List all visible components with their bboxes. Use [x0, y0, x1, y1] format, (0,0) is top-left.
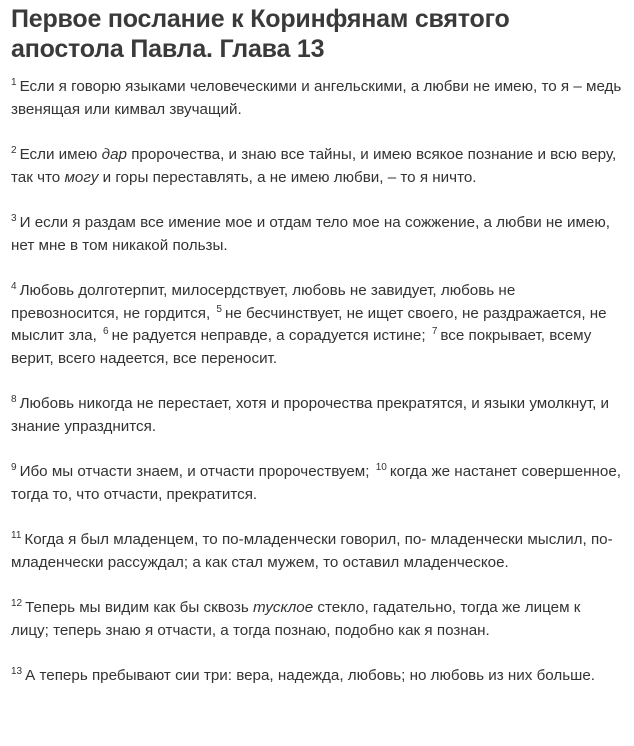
verse-number-10: 10 [375, 462, 387, 473]
verse-text-2-italic-1: дар [101, 146, 127, 163]
page-title: Первое послание к Коринфянам святого апостола Павла. Глава 13 [11, 5, 510, 63]
verse-text-7: все покрывает, всему верит, всего надеется, все переносит. [11, 327, 592, 367]
verse-3 [11, 212, 622, 257]
verse-1 [11, 76, 622, 121]
verse-text-12-part-b: стекло, гадательно, тогда же лицем к лицу; теперь знаю я отчасти, а тогда познаю, подобно как я познан. [11, 599, 581, 639]
verse-8 [11, 393, 622, 438]
verse-number-11: 11 [11, 530, 22, 541]
verse-13 [11, 665, 622, 688]
verse-text-11: Когда я был младенцем, то по-младенчески говорил, по- младенчески мыслил, по-младенчески рассуждал; а как стал мужем, то оставил младенческое. [11, 531, 613, 571]
verse-text-3: И если я раздам все имение мое и отдам тело мое на сожжение, а любви не имею, нет мне в том никакой пользы. [11, 214, 610, 254]
verse-text-12-part-a: Теперь мы видим как бы сквозь [25, 599, 254, 616]
verse-number-6: 6 [103, 326, 109, 337]
verse-text-9: Ибо мы отчасти знаем, и отчасти пророчествуем; [19, 463, 370, 480]
verse-text-2-part-c: и горы переставлять, а не имею любви, – то я ничто. [98, 168, 477, 186]
verse-text-2-italic-2: могу [64, 168, 99, 186]
verse-text-5: не бесчинствует, не ищет своего, не раздражается, не мыслит зла, [11, 304, 607, 344]
verse-number-7: 7 [431, 326, 438, 337]
verse-text-12-italic: тусклое [253, 599, 314, 616]
verse-number-9: 9 [11, 462, 17, 473]
verse-text-13: А теперь пребывают сии три: вера, надежда, любовь; но любовь из них больше. [25, 667, 596, 684]
verse-number-4: 4 [11, 281, 17, 292]
verse-text-10: когда же настанет совершенное, тогда то, что отчасти, прекратится. [11, 463, 621, 503]
verse-number-5: 5 [216, 303, 222, 315]
verse-number-8: 8 [11, 394, 17, 405]
verse-number-1: 1 [11, 77, 17, 88]
verse-text-8: Любовь никогда не перестает, хотя и пророчества прекратятся, и языки умолкнут, и знание упразднится. [11, 395, 610, 435]
verse-11 [11, 529, 622, 574]
verse-number-2: 2 [11, 145, 17, 156]
verse-number-3: 3 [11, 213, 17, 224]
verse-text-6: не радуется неправде, а сорадуется истине; [111, 327, 426, 344]
verse-number-12: 12 [11, 598, 23, 609]
verse-4-7 [11, 280, 622, 370]
verse-number-13: 13 [11, 666, 23, 677]
verse-text-4: Любовь долготерпит, милосердствует, любовь не завидует, любовь не превозносится, не гордится, [11, 282, 516, 322]
verse-text-2-part-b: пророчества, и знаю все тайны, и имею всякое познание и всю веру, так что [11, 146, 617, 186]
verse-text-1: Если я говорю языками человеческими и ангельскими, а любви не имею, то я – медь звенящая или кимвал звучащий. [11, 78, 622, 118]
verse-12 [11, 597, 622, 642]
verse-9-10 [11, 461, 622, 506]
verse-text-2-part-a: Если имею [19, 146, 102, 163]
verse-2 [11, 144, 622, 189]
